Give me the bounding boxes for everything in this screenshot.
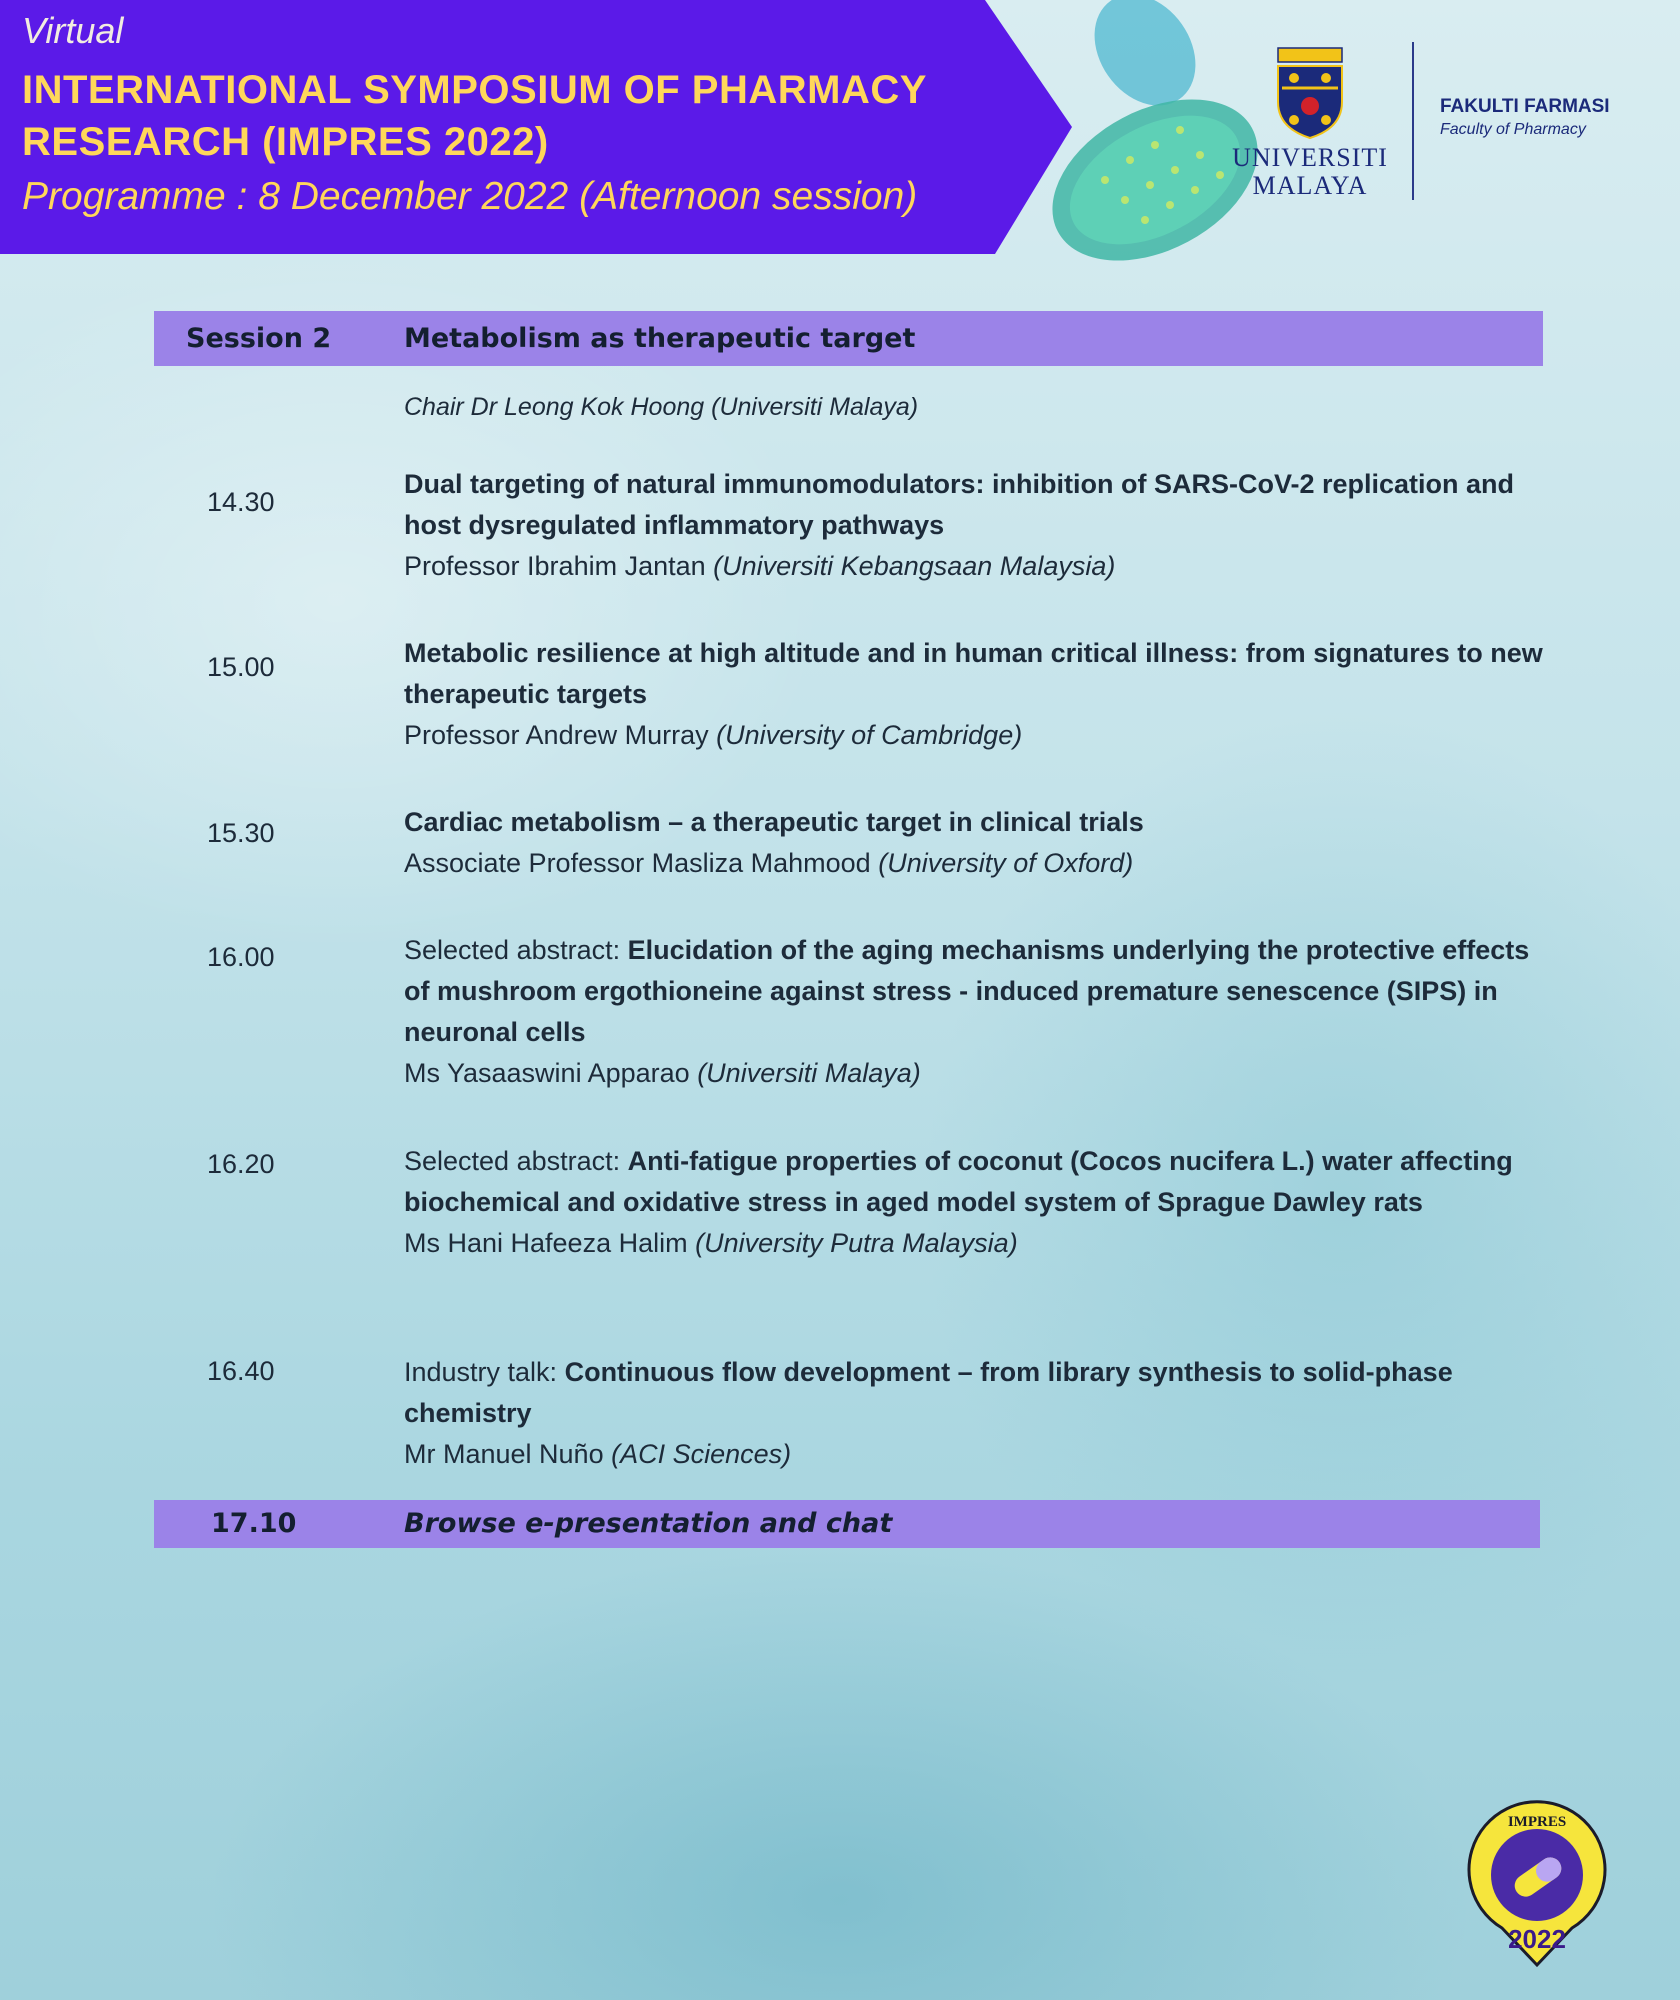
programme-item — [404, 1141, 1549, 1264]
session-header-bar — [154, 311, 1543, 366]
item-time: 16.20 — [207, 1149, 275, 1179]
programme-item — [404, 930, 1549, 1094]
talk-title: Continuous flow development – from library synthesis to solid-phase chemistry — [404, 1357, 1453, 1428]
speaker-affiliation: (Universiti Malaya) — [697, 1058, 921, 1088]
talk-title: Anti-fatigue properties of coconut (Cocos nucifera L.) water affecting biochemical and oxidative stress in aged model system of Sprague Dawley rats — [404, 1146, 1513, 1217]
speaker-affiliation: (Universiti Kebangsaan Malaysia) — [713, 551, 1116, 581]
speaker-affiliation: (University Putra Malaysia) — [695, 1228, 1018, 1258]
speaker-name: Professor Andrew Murray — [404, 720, 709, 750]
speaker-name: Ms Yasaaswini Apparao — [404, 1058, 690, 1088]
university-name-line2: MALAYA — [1252, 171, 1368, 200]
speaker-affiliation: (University of Cambridge) — [716, 720, 1023, 750]
university-name — [1220, 144, 1400, 200]
speaker-name: Mr Manuel Nuño — [404, 1439, 604, 1469]
speaker-name: Professor Ibrahim Jantan — [404, 551, 706, 581]
talk-type-prefix: Industry talk: — [404, 1357, 565, 1387]
faculty-name-english: Faculty of Pharmacy — [1440, 121, 1586, 138]
talk-title: Metabolic resilience at high altitude and in human critical illness: from signatures to new therapeutic targets — [404, 638, 1543, 709]
closing-bar — [154, 1500, 1540, 1548]
logo-divider — [1412, 42, 1414, 200]
programme-item — [404, 1352, 1549, 1475]
faculty-name: FAKULTI FARMASI — [1440, 96, 1610, 117]
programme-item — [404, 633, 1549, 756]
talk-title: Cardiac metabolism – a therapeutic target in clinical trials — [404, 807, 1144, 837]
speaker-name: Ms Hani Hafeeza Halim — [404, 1228, 688, 1258]
badge-top-text: IMPRES — [1507, 1814, 1567, 1830]
programme-item — [404, 802, 1549, 884]
impres-badge-icon — [1462, 1800, 1612, 1970]
logo-block — [1220, 40, 1640, 210]
programme-date: Programme : 8 December 2022 (Afternoon session) — [22, 175, 918, 218]
university-name-line1: UNIVERSITI — [1232, 143, 1388, 172]
closing-time: 17.10 — [211, 1508, 297, 1539]
programme-item — [404, 464, 1549, 587]
event-title: INTERNATIONAL SYMPOSIUM OF PHARMACY RESEARCH (IMPRES 2022) — [22, 68, 927, 164]
talk-type-prefix: Selected abstract: — [404, 935, 628, 965]
session-chair: Chair Dr Leong Kok Hoong (Universiti Malaya) — [404, 393, 919, 421]
speaker-name: Associate Professor Masliza Mahmood — [404, 848, 871, 878]
badge-year-text: 2022 — [1508, 1924, 1566, 1954]
talk-type-prefix: Selected abstract: — [404, 1146, 628, 1176]
item-time: 15.30 — [207, 818, 275, 848]
header-virtual-label: Virtual — [22, 10, 124, 51]
talk-title: Elucidation of the aging mechanisms underlying the protective effects of mushroom ergothioneine against stress - induced premature senescence (SIPS) in neuronal cells — [404, 935, 1530, 1047]
session-label: Session 2 — [186, 323, 332, 354]
speaker-affiliation: (University of Oxford) — [878, 848, 1134, 878]
item-time: 14.30 — [207, 487, 275, 517]
speaker-affiliation: (ACI Sciences) — [611, 1439, 792, 1469]
item-time: 16.00 — [207, 942, 275, 972]
university-crest-icon — [1272, 44, 1348, 140]
closing-title: Browse e-presentation and chat — [404, 1508, 893, 1539]
talk-title: Dual targeting of natural immunomodulators: inhibition of SARS-CoV-2 replication and host dysregulated inflammatory pathways — [404, 469, 1515, 540]
item-time: 16.40 — [207, 1356, 275, 1386]
session-title: Metabolism as therapeutic target — [404, 323, 916, 354]
item-time: 15.00 — [207, 652, 275, 682]
